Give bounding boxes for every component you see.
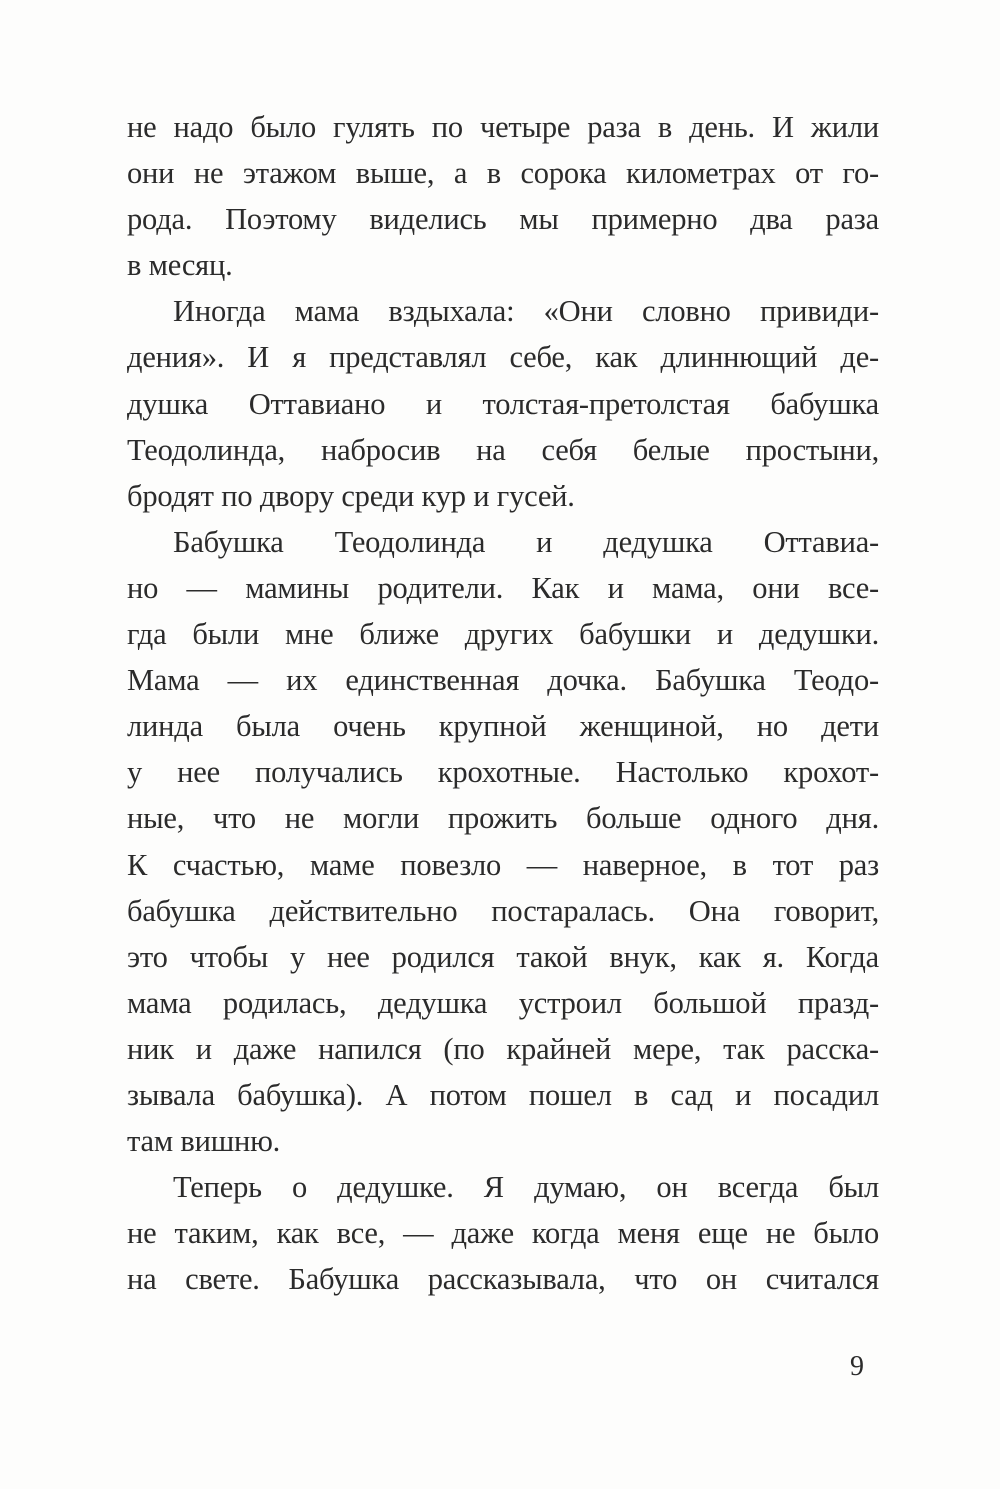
page-number: 9 xyxy=(850,1351,864,1382)
text-line: дения». И я представлял себе, как длиннющий де- xyxy=(127,340,879,375)
text-line: Мама — их единственная дочка. Бабушка Теодо- xyxy=(127,663,879,698)
text-line: К счастью, маме повезло — наверное, в тот раз xyxy=(127,847,879,882)
text-line: там вишню. xyxy=(127,1124,281,1159)
text-line: в месяц. xyxy=(127,248,233,283)
text-line: Иногда мама вздыхала: «Они словно привиди- xyxy=(173,294,879,329)
text-line: линда была очень крупной женщиной, но дети xyxy=(127,709,879,744)
body-text xyxy=(127,104,879,1302)
text-line: это чтобы у нее родился такой внук, как я. Когда xyxy=(127,939,879,974)
text-line: у нее получались крохотные. Настолько крохот- xyxy=(127,755,879,790)
text-line: душка Оттавиано и толстая-претолстая бабушка xyxy=(127,386,879,421)
text-line: не таким, как все, — даже когда меня еще не было xyxy=(127,1216,879,1251)
text-line: они не этажом выше, а в сорока километрах от го- xyxy=(127,156,879,191)
text-line: мама родилась, дедушка устроил большой празд- xyxy=(127,985,879,1020)
text-line: Теодолинда, набросив на себя белые простыни, xyxy=(127,432,879,467)
text-line: Бабушка Теодолинда и дедушка Оттавиа- xyxy=(173,524,879,559)
text-line: бродят по двору среди кур и гусей. xyxy=(127,478,575,513)
text-line: не надо было гулять по четыре раза в день. И жили xyxy=(127,110,879,144)
text-line: рода. Поэтому виделись мы примерно два раза xyxy=(127,202,879,237)
text-line: бабушка действительно постаралась. Она говорит, xyxy=(127,893,879,928)
text-line: ные, что не могли прожить больше одного дня. xyxy=(127,801,879,836)
text-line: но — мамины родители. Как и мама, они все- xyxy=(127,570,879,605)
text-line: на свете. Бабушка рассказывала, что он считался xyxy=(127,1262,879,1297)
text-line: зывала бабушка). А потом пошел в сад и посадил xyxy=(127,1077,879,1112)
text-line: ник и даже напился (по крайней мере, так расска- xyxy=(127,1031,879,1066)
text-line: гда были мне ближе других бабушки и дедушки. xyxy=(127,617,879,652)
text-line: Теперь о дедушке. Я думаю, он всегда был xyxy=(173,1170,879,1205)
